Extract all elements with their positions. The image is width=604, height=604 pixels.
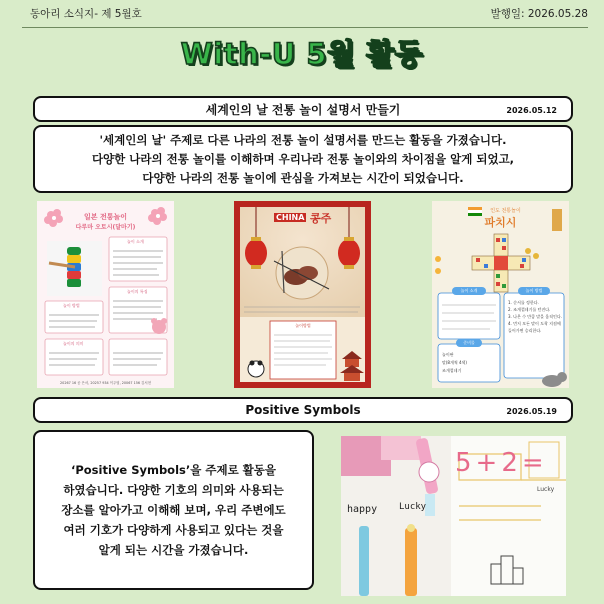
note-happy: happy [347, 504, 378, 515]
section-1-description [33, 125, 573, 193]
china-poster-label: 놀이방법 [295, 323, 311, 328]
section-2-line-3: 장소를 알아가고 이해해 보며, 우리 주변에도 [61, 503, 286, 517]
india-poster-image [432, 201, 569, 388]
india-poster-steps [508, 299, 562, 334]
section-2-header [33, 397, 573, 423]
japan-poster-label-method: 놀이 방법 [63, 303, 80, 308]
section-2-date: 2026.05.19 [506, 407, 557, 416]
india-supply-2: 말(8개씩 4색) [442, 360, 467, 365]
board-equation: 5+2= [455, 448, 548, 478]
india-step-2: 2. 조개껍데기를 던진다. [508, 307, 551, 312]
section-1-date: 2026.05.12 [506, 106, 557, 115]
positive-symbols-photo [341, 436, 566, 596]
japan-poster-footer: 20267 16 공 은서, 20257 934 이주엽, 20067 156 김서현 [60, 381, 151, 385]
japan-poster-label-feature: 놀이의 특징 [127, 289, 148, 294]
section-2-title: Positive Symbols [245, 403, 361, 417]
section-1-line-2: 다양한 나라의 전통 놀이를 이해하며 우리나라 전통 놀이와의 차이점을 알게 되었고, [91, 151, 515, 166]
header-divider [22, 27, 588, 28]
section-1-header [33, 96, 573, 122]
board-lucky: Lucky [537, 486, 555, 493]
china-poster-badge: CHINA [276, 213, 305, 222]
india-supply-3: 조개껍데기 [442, 368, 462, 373]
section-2-line-1: ‘Positive Symbols’을 주제로 활동을 [70, 463, 277, 477]
japan-poster-label-intro: 놀이 소개 [127, 239, 144, 244]
section-1-title: 세계인의 날 전통 놀이 설명서 만들기 [205, 102, 401, 117]
section-1-line-1: '세계인의 날' 주제로 다른 나라의 전통 놀이 설명서를 만드는 활동을 가졌습니다. [99, 132, 507, 147]
newsletter-header [0, 0, 604, 26]
india-supply-1: 놀이판 [442, 352, 454, 357]
india-step-4: 4. 먼저 모든 말이 도착 지점에 들어가면 승리한다. [508, 321, 561, 333]
japan-poster-image [37, 201, 174, 388]
note-lucky: Lucky [399, 502, 427, 512]
section-2-description [33, 430, 314, 590]
page-title: With-U 5월 활동 [180, 37, 424, 71]
section-1-line-3: 다양한 나라의 전통 놀이에 관심을 가져보는 시간이 되었습니다. [142, 170, 464, 185]
india-step-3: 3. 나온 수 만큼 말을 움직인다. [508, 314, 562, 319]
india-step-1: 1. 순서를 정한다. [508, 300, 539, 305]
section-2-line-5: 알게 되는 시간을 가졌습니다. [98, 543, 249, 557]
india-poster-label-method: 놀이 방법 [525, 288, 543, 293]
japan-poster-title-1: 일본 전통놀이 [83, 213, 127, 221]
section-2-line-4: 여러 기호가 다양하게 사용되고 있다는 것을 [63, 523, 284, 537]
india-poster-supplies [442, 351, 496, 375]
india-poster-title: 파치시 [484, 216, 517, 229]
india-poster-subtitle: 인도 전통놀이 [490, 208, 521, 214]
india-poster-label-intro: 놀이 소개 [460, 288, 478, 293]
china-poster-art [234, 201, 371, 388]
japan-poster-title-2: 다루마 오토시(달마기) [75, 224, 136, 231]
section-2-line-2: 하였습니다. 다양한 기호의 의미와 사용되는 [63, 483, 284, 497]
china-poster-image [234, 201, 371, 388]
china-poster-title: 콩주 [310, 212, 332, 225]
india-poster-label-supplies: 준비물 [463, 340, 475, 345]
publish-date: 발행일: 2026.05.28 [490, 7, 588, 20]
issue-label: 동아리 소식지- 제 5월호 [30, 7, 142, 20]
japan-poster-label-meaning: 놀이의 의미 [63, 341, 84, 346]
